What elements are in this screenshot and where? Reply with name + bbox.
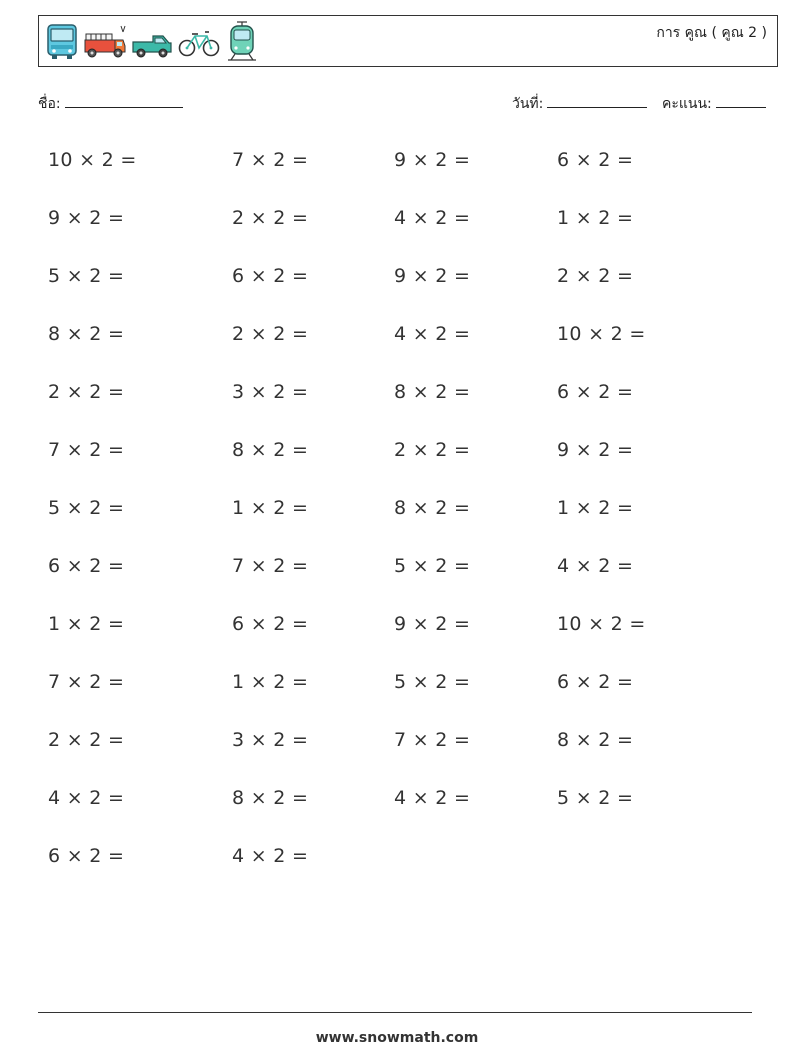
problem-item: 2 × 2 =: [394, 439, 471, 461]
problem-item: 1 × 2 =: [557, 207, 634, 229]
problem-item: 4 × 2 =: [232, 845, 309, 867]
problem-item: 7 × 2 =: [48, 439, 125, 461]
problem-item: 5 × 2 =: [48, 497, 125, 519]
problem-item: 1 × 2 =: [232, 671, 309, 693]
problem-item: 3 × 2 =: [232, 729, 309, 751]
problem-item: 8 × 2 =: [232, 439, 309, 461]
problem-item: 4 × 2 =: [394, 323, 471, 345]
problem-item: 1 × 2 =: [232, 497, 309, 519]
problem-item: 4 × 2 =: [394, 787, 471, 809]
problem-item: 1 × 2 =: [48, 613, 125, 635]
problem-item: 2 × 2 =: [557, 265, 634, 287]
problem-item: 7 × 2 =: [232, 149, 309, 171]
problem-item: 10 × 2 =: [557, 613, 646, 635]
problem-item: 9 × 2 =: [48, 207, 125, 229]
problem-item: 6 × 2 =: [557, 671, 634, 693]
problem-item: 6 × 2 =: [48, 845, 125, 867]
problem-item: 3 × 2 =: [232, 381, 309, 403]
problem-item: 8 × 2 =: [394, 497, 471, 519]
problem-item: 10 × 2 =: [557, 323, 646, 345]
problem-item: 9 × 2 =: [394, 613, 471, 635]
problem-item: 6 × 2 =: [232, 265, 309, 287]
problem-item: 9 × 2 =: [394, 265, 471, 287]
problem-item: 6 × 2 =: [557, 381, 634, 403]
problem-item: 6 × 2 =: [232, 613, 309, 635]
problem-item: 6 × 2 =: [557, 149, 634, 171]
date-label: วันที่:: [512, 96, 544, 112]
problem-item: 4 × 2 =: [557, 555, 634, 577]
problem-item: 8 × 2 =: [394, 381, 471, 403]
footer-site: www.snowmath.com: [315, 1030, 479, 1046]
problem-item: 5 × 2 =: [394, 555, 471, 577]
problem-item: 2 × 2 =: [48, 729, 125, 751]
score-label: คะแนน:: [662, 96, 712, 112]
problem-item: 10 × 2 =: [48, 149, 137, 171]
problem-item: 5 × 2 =: [557, 787, 634, 809]
problem-item: 2 × 2 =: [48, 381, 125, 403]
problem-item: 2 × 2 =: [232, 323, 309, 345]
problem-item: 8 × 2 =: [48, 323, 125, 345]
problem-item: 6 × 2 =: [48, 555, 125, 577]
worksheet-title: การ คูณ ( คูณ 2 ): [656, 25, 767, 41]
problem-item: 9 × 2 =: [557, 439, 634, 461]
problem-item: 8 × 2 =: [232, 787, 309, 809]
name-label: ชื่อ:: [38, 96, 61, 112]
problem-item: 7 × 2 =: [232, 555, 309, 577]
problem-item: 9 × 2 =: [394, 149, 471, 171]
problem-item: 4 × 2 =: [48, 787, 125, 809]
problem-item: 2 × 2 =: [232, 207, 309, 229]
problem-item: 1 × 2 =: [557, 497, 634, 519]
problem-item: 5 × 2 =: [48, 265, 125, 287]
footer-divider: [38, 1012, 752, 1013]
problem-item: 5 × 2 =: [394, 671, 471, 693]
problem-item: 4 × 2 =: [394, 207, 471, 229]
problem-item: 7 × 2 =: [394, 729, 471, 751]
problem-item: 8 × 2 =: [557, 729, 634, 751]
problem-item: 7 × 2 =: [48, 671, 125, 693]
